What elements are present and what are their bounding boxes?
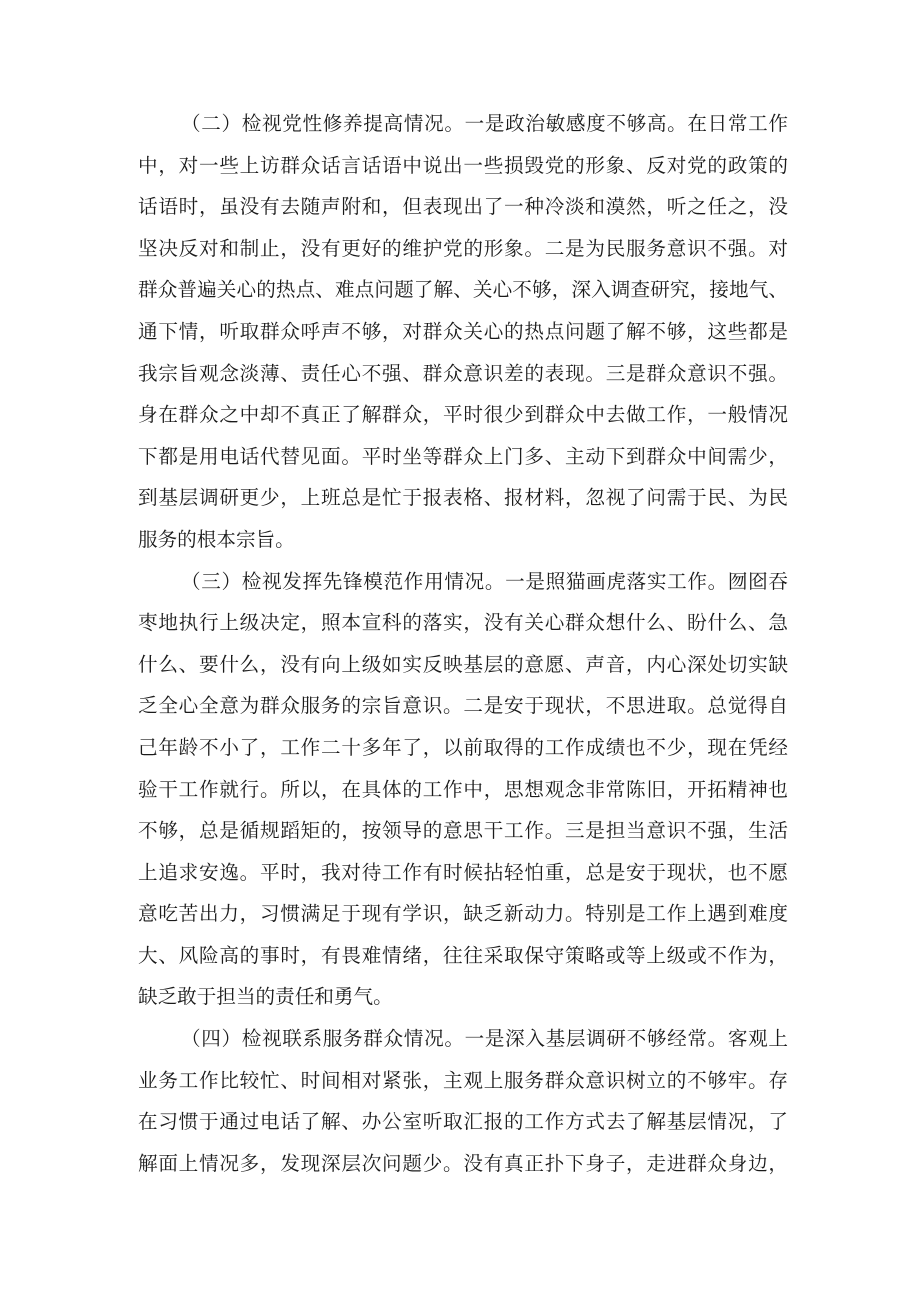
text-line: 上追求安逸。平时，我对待工作有时候拈轻怕重，总是安于现状，也不愿 xyxy=(138,860,788,884)
text-line: 什么、要什么，没有向上级如实反映基层的意愿、声音，内心深处切实缺 xyxy=(138,652,788,676)
paragraph-vanguard-role xyxy=(138,561,788,1019)
text-line: 在习惯于通过电话了解、办公室听取汇报的工作方式去了解基层情况，了 xyxy=(138,1110,788,1134)
text-line: （二）检视党性修养提高情况。一是政治敏感度不够高。在日常工作 xyxy=(181,112,788,135)
text-line: 下都是用电话代替见面。平时坐等群众上门多、主动下到群众中间需少， xyxy=(138,444,788,468)
paragraph-party-spirit xyxy=(138,103,788,561)
paragraph-serving-masses xyxy=(138,1018,788,1184)
text-line: （四）检视联系服务群众情况。一是深入基层调研不够经常。客观上 xyxy=(181,1027,788,1051)
text-line: 解面上情况多，发现深层次问题少。没有真正扑下身子，走进群众身边， xyxy=(138,1151,788,1175)
text-line: （三）检视发挥先锋模范作用情况。一是照猫画虎落实工作。囫囵吞 xyxy=(181,569,788,593)
text-line: 服务的根本宗旨。 xyxy=(138,527,295,551)
text-line: 群众普遍关心的热点、难点问题了解、关心不够，深入调查研究，接地气、 xyxy=(138,278,788,302)
text-line: 通下情，听取群众呼声不够，对群众关心的热点问题了解不够，这些都是 xyxy=(138,319,788,343)
text-line: 不够，总是循规蹈矩的，按领导的意思干工作。三是担当意识不强，生活 xyxy=(138,819,788,843)
text-line: 身在群众之中却不真正了解群众，平时很少到群众中去做工作，一般情况 xyxy=(138,403,788,427)
document-body xyxy=(138,103,788,1184)
text-line: 己年龄不小了，工作二十多年了，以前取得的工作成绩也不少，现在凭经 xyxy=(138,735,788,759)
text-line: 验干工作就行。所以，在具体的工作中，思想观念非常陈旧，开拓精神也 xyxy=(138,777,788,801)
text-line: 缺乏敢于担当的责任和勇气。 xyxy=(138,985,393,1009)
text-line: 乏全心全意为群众服务的宗旨意识。二是安于现状，不思进取。总觉得自 xyxy=(138,694,788,718)
text-line: 大、风险高的事时，有畏难情绪，往往采取保守策略或等上级或不作为， xyxy=(138,943,788,967)
text-line: 话语时，虽没有去随声附和，但表现出了一种冷淡和漠然，听之任之，没 xyxy=(138,195,788,219)
text-line: 枣地执行上级决定，照本宣科的落实，没有关心群众想什么、盼什么、急 xyxy=(138,611,788,635)
text-line: 意吃苦出力，习惯满足于现有学识，缺乏新动力。特别是工作上遇到难度 xyxy=(138,902,788,926)
text-line: 我宗旨观念淡薄、责任心不强、群众意识差的表现。三是群众意识不强。 xyxy=(138,361,788,385)
text-line: 中，对一些上访群众话言话语中说出一些损毁党的形象、反对党的政策的 xyxy=(138,153,788,177)
text-line: 坚决反对和制止，没有更好的维护党的形象。二是为民服务意识不强。对 xyxy=(138,236,788,260)
text-line: 业务工作比较忙、时间相对紧张，主观上服务群众意识树立的不够牢。存 xyxy=(138,1068,788,1092)
text-line: 到基层调研更少，上班总是忙于报表格、报材料，忽视了问需于民、为民 xyxy=(138,486,788,510)
